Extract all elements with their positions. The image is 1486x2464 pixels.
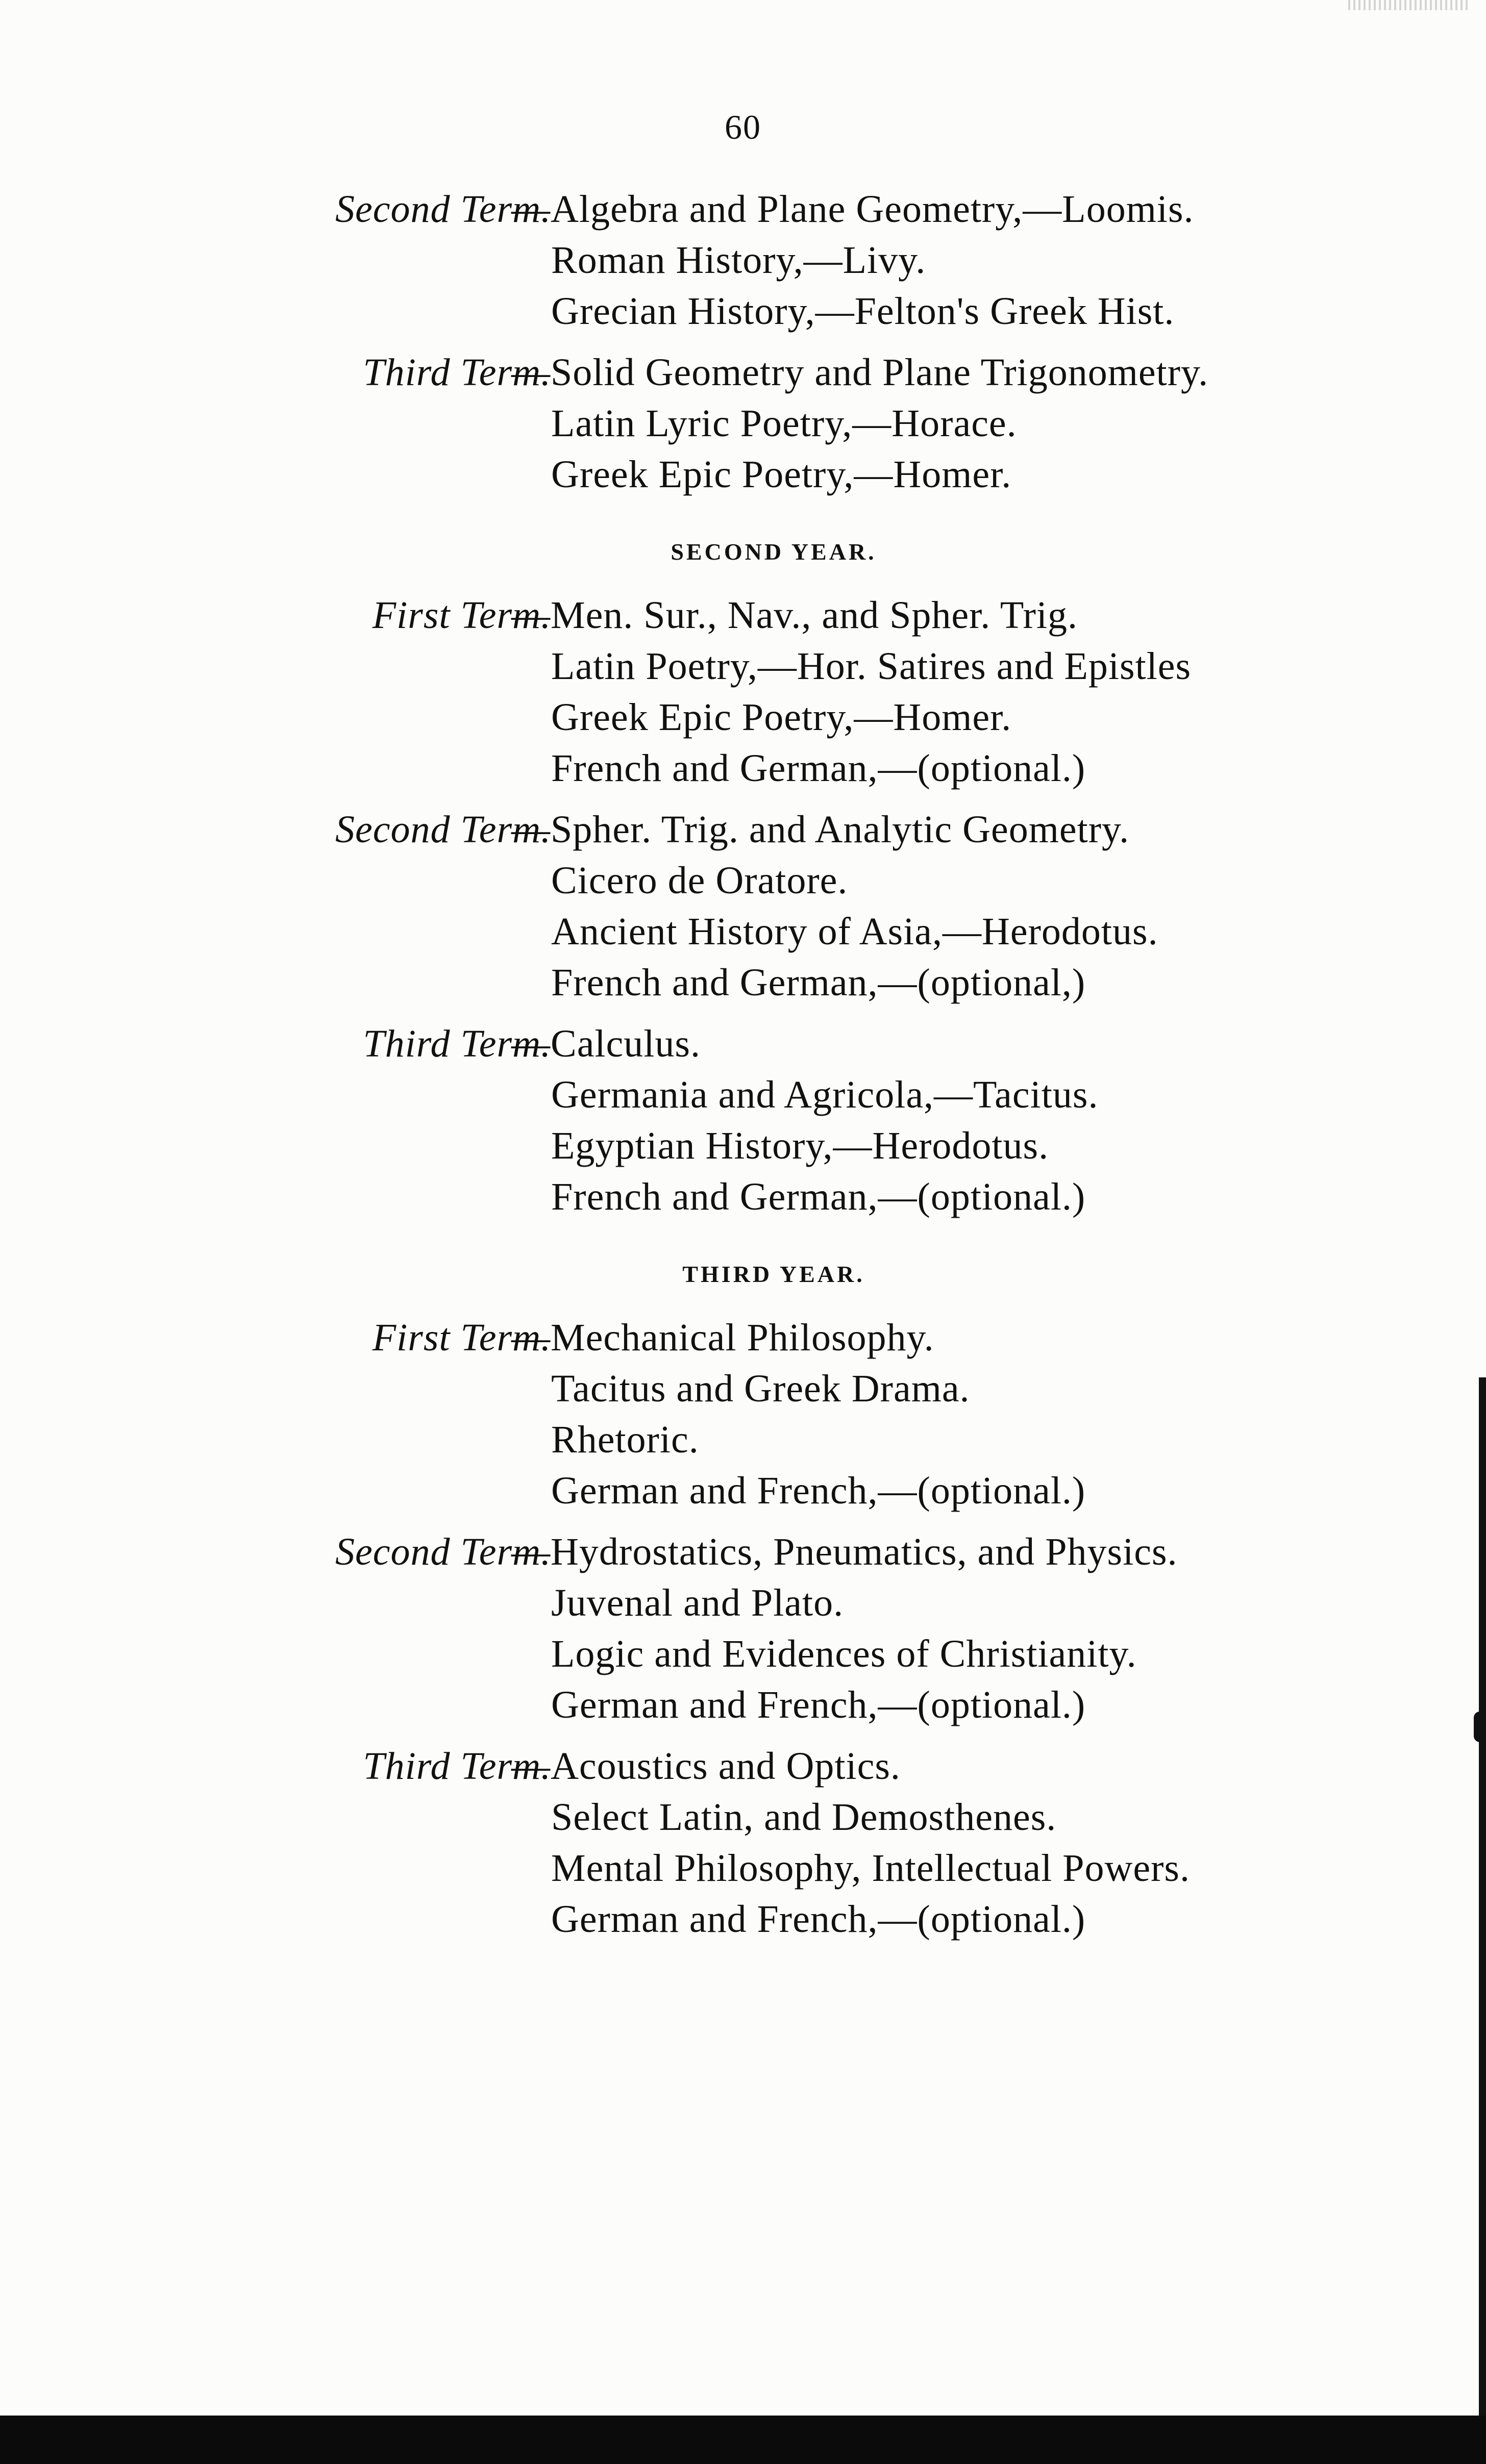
course-line: —Spher. Trig. and Analytic Geometry. <box>511 808 1130 851</box>
course-line: —Mechanical Philosophy. <box>511 1316 934 1359</box>
course-line: German and French,—(optional.) <box>551 1469 1086 1512</box>
course-line: Germania and Agricola,—Tacitus. <box>551 1073 1099 1116</box>
scan-bottom-band <box>0 2416 1486 2464</box>
course-line: Roman History,—Livy. <box>551 239 926 282</box>
term-label: Third Term. <box>363 1022 551 1065</box>
course-line: Egyptian History,—Herodotus. <box>551 1124 1049 1167</box>
course-line: Grecian History,—Felton's Greek Hist. <box>551 290 1175 333</box>
course-line: Select Latin, and Demosthenes. <box>551 1796 1057 1839</box>
course-line: French and German,—(optional.) <box>551 1175 1086 1218</box>
course-line: French and German,—(optional.) <box>551 747 1086 790</box>
course-line: —Calculus. <box>511 1022 701 1065</box>
page-number: 60 <box>725 108 761 146</box>
course-line: Latin Lyric Poetry,—Horace. <box>551 402 1017 445</box>
course-lines <box>511 184 1486 337</box>
course-line: Greek Epic Poetry,—Homer. <box>551 453 1012 496</box>
course-line: Greek Epic Poetry,—Homer. <box>551 696 1012 739</box>
course-line: —Solid Geometry and Plane Trigonometry. <box>511 351 1209 394</box>
course-lines <box>511 1526 1486 1730</box>
course-line: —Acoustics and Optics. <box>511 1745 901 1788</box>
scan-right-edge <box>1479 1377 1486 2464</box>
course-line: German and French,—(optional.) <box>551 1683 1086 1726</box>
year-heading: SECOND YEAR. <box>671 539 877 565</box>
course-line: Mental Philosophy, Intellectual Powers. <box>551 1847 1190 1890</box>
term-label: First Term. <box>372 594 551 637</box>
course-line: Rhetoric. <box>551 1418 699 1461</box>
scan-edge-mark <box>1474 1712 1486 1742</box>
course-lines <box>511 804 1486 1008</box>
course-line: —Hydrostatics, Pneumatics, and Physics. <box>511 1530 1178 1573</box>
course-line: Latin Poetry,—Hor. Satires and Epistles <box>551 645 1192 688</box>
term-block <box>0 184 1486 337</box>
term-label: First Term. <box>372 1316 551 1359</box>
term-label: Third Term. <box>363 351 551 394</box>
course-line: Tacitus and Greek Drama. <box>551 1367 970 1410</box>
course-lines <box>511 590 1486 794</box>
term-label: Second Term. <box>335 1530 551 1573</box>
course-lines <box>511 1018 1486 1222</box>
course-line: Juvenal and Plato. <box>551 1581 844 1624</box>
course-line: Cicero de Oratore. <box>551 859 848 902</box>
term-label: Second Term. <box>335 808 551 851</box>
term-block <box>0 1526 1486 1730</box>
course-line: Ancient History of Asia,—Herodotus. <box>551 910 1158 953</box>
course-line: —Men. Sur., Nav., and Spher. Trig. <box>511 594 1078 637</box>
term-block <box>0 1018 1486 1222</box>
term-block <box>0 347 1486 500</box>
term-block <box>0 1741 1486 1945</box>
course-of-study <box>0 184 1486 1955</box>
course-line: German and French,—(optional.) <box>551 1898 1086 1941</box>
course-line: Logic and Evidences of Christianity. <box>551 1632 1137 1675</box>
term-block <box>0 590 1486 794</box>
course-lines <box>511 347 1486 500</box>
term-block <box>0 1312 1486 1516</box>
course-lines <box>511 1741 1486 1945</box>
year-heading: THIRD YEAR. <box>682 1261 865 1287</box>
term-block <box>0 804 1486 1008</box>
course-line: —Algebra and Plane Geometry,—Loomis. <box>511 188 1194 231</box>
scan-speckle <box>1348 0 1471 10</box>
term-label: Third Term. <box>363 1745 551 1788</box>
course-line: French and German,—(optional,) <box>551 961 1086 1004</box>
term-label: Second Term. <box>335 188 551 231</box>
course-lines <box>511 1312 1486 1516</box>
